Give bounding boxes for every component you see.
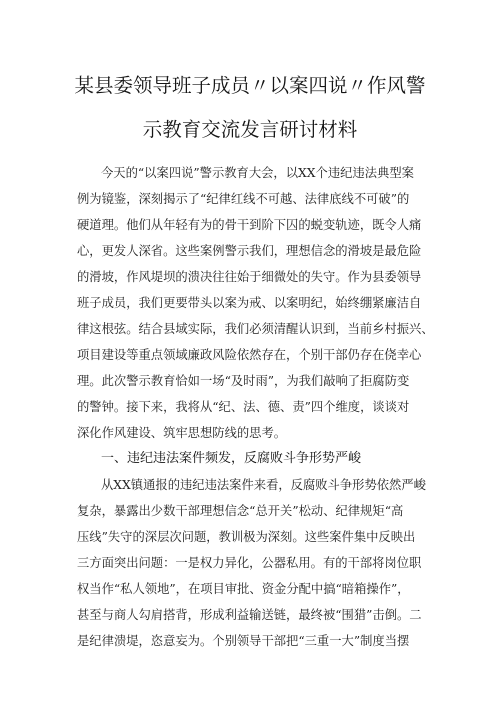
- document-title-line-2: 示教育交流发言研讨材料: [142, 118, 358, 141]
- paragraph-line: 项目建设等重点领域廉政风险依然存在，个别干部仍存在侥幸心: [77, 348, 422, 362]
- paragraph-line: 的警钟。接下来，我将从“纪、法、德、责”四个维度，谈谈对: [77, 400, 410, 414]
- paragraph-line: 心，更发人深省。这些案例警示我们，理想信念的滑坡是最危险: [77, 244, 422, 258]
- paragraph-line: 律这根弦。结合县域实际，我们必须清醒认识到，当前乡村振兴、: [77, 322, 434, 336]
- document-title-line-1: 某县委领导班子成员〃以案四说〃作风警: [74, 74, 426, 97]
- paragraph-line: 硬道理。他们从年轻有为的骨干到阶下囚的蜕变轨迹，既令人痛: [77, 218, 422, 232]
- paragraph-line: 例为镜鉴，深刻揭示了“纪律红线不可越、法律底线不可破”的: [77, 192, 410, 206]
- paragraph-line: 班子成员，我们更要带头以案为戒、以案明纪，始终绷紧廉洁自: [77, 296, 422, 310]
- paragraph-line: 是纪律溃堤，恣意妄为。个别领导干部把“三重一大”制度当摆: [77, 634, 410, 648]
- paragraph-line: 复杂，暴露出少数干部理想信念“总开关”松动、纪律规矩“高: [77, 504, 404, 518]
- paragraph-line: 今天的“以案四说”警示教育大会，以XX个违纪违法典型案: [101, 166, 414, 180]
- paragraph-line: 三方面突出问题：一是权力异化，公器私用。有的干部将岗位职: [77, 556, 422, 570]
- paragraph-line: 理。此次警示教育恰如一场“及时雨”，为我们敲响了拒腐防变: [77, 374, 410, 388]
- paragraph-line: 的滑坡，作风堤坝的溃决往往始于细微处的失守。作为县委领导: [77, 270, 422, 284]
- paragraph-line: 深化作风建设、筑牢思想防线的思考。: [77, 426, 287, 440]
- paragraph-line: 从XX镇通报的违纪违法案件来看，反腐败斗争形势依然严峻: [101, 478, 426, 492]
- paragraph-line: 压线”失守的深层次问题，教训极为深刻。这些案件集中反映出: [77, 530, 416, 544]
- paragraph-line: 权当作“私人领地”，在项目审批、资金分配中搞“暗箱操作”，: [77, 582, 410, 596]
- section-heading: 一、违纪违法案件频发，反腐败斗争形势严峻: [101, 451, 362, 466]
- paragraph-line: 甚至与商人勾肩搭背，形成利益输送链，最终被“围猎”击倒。二: [77, 608, 422, 622]
